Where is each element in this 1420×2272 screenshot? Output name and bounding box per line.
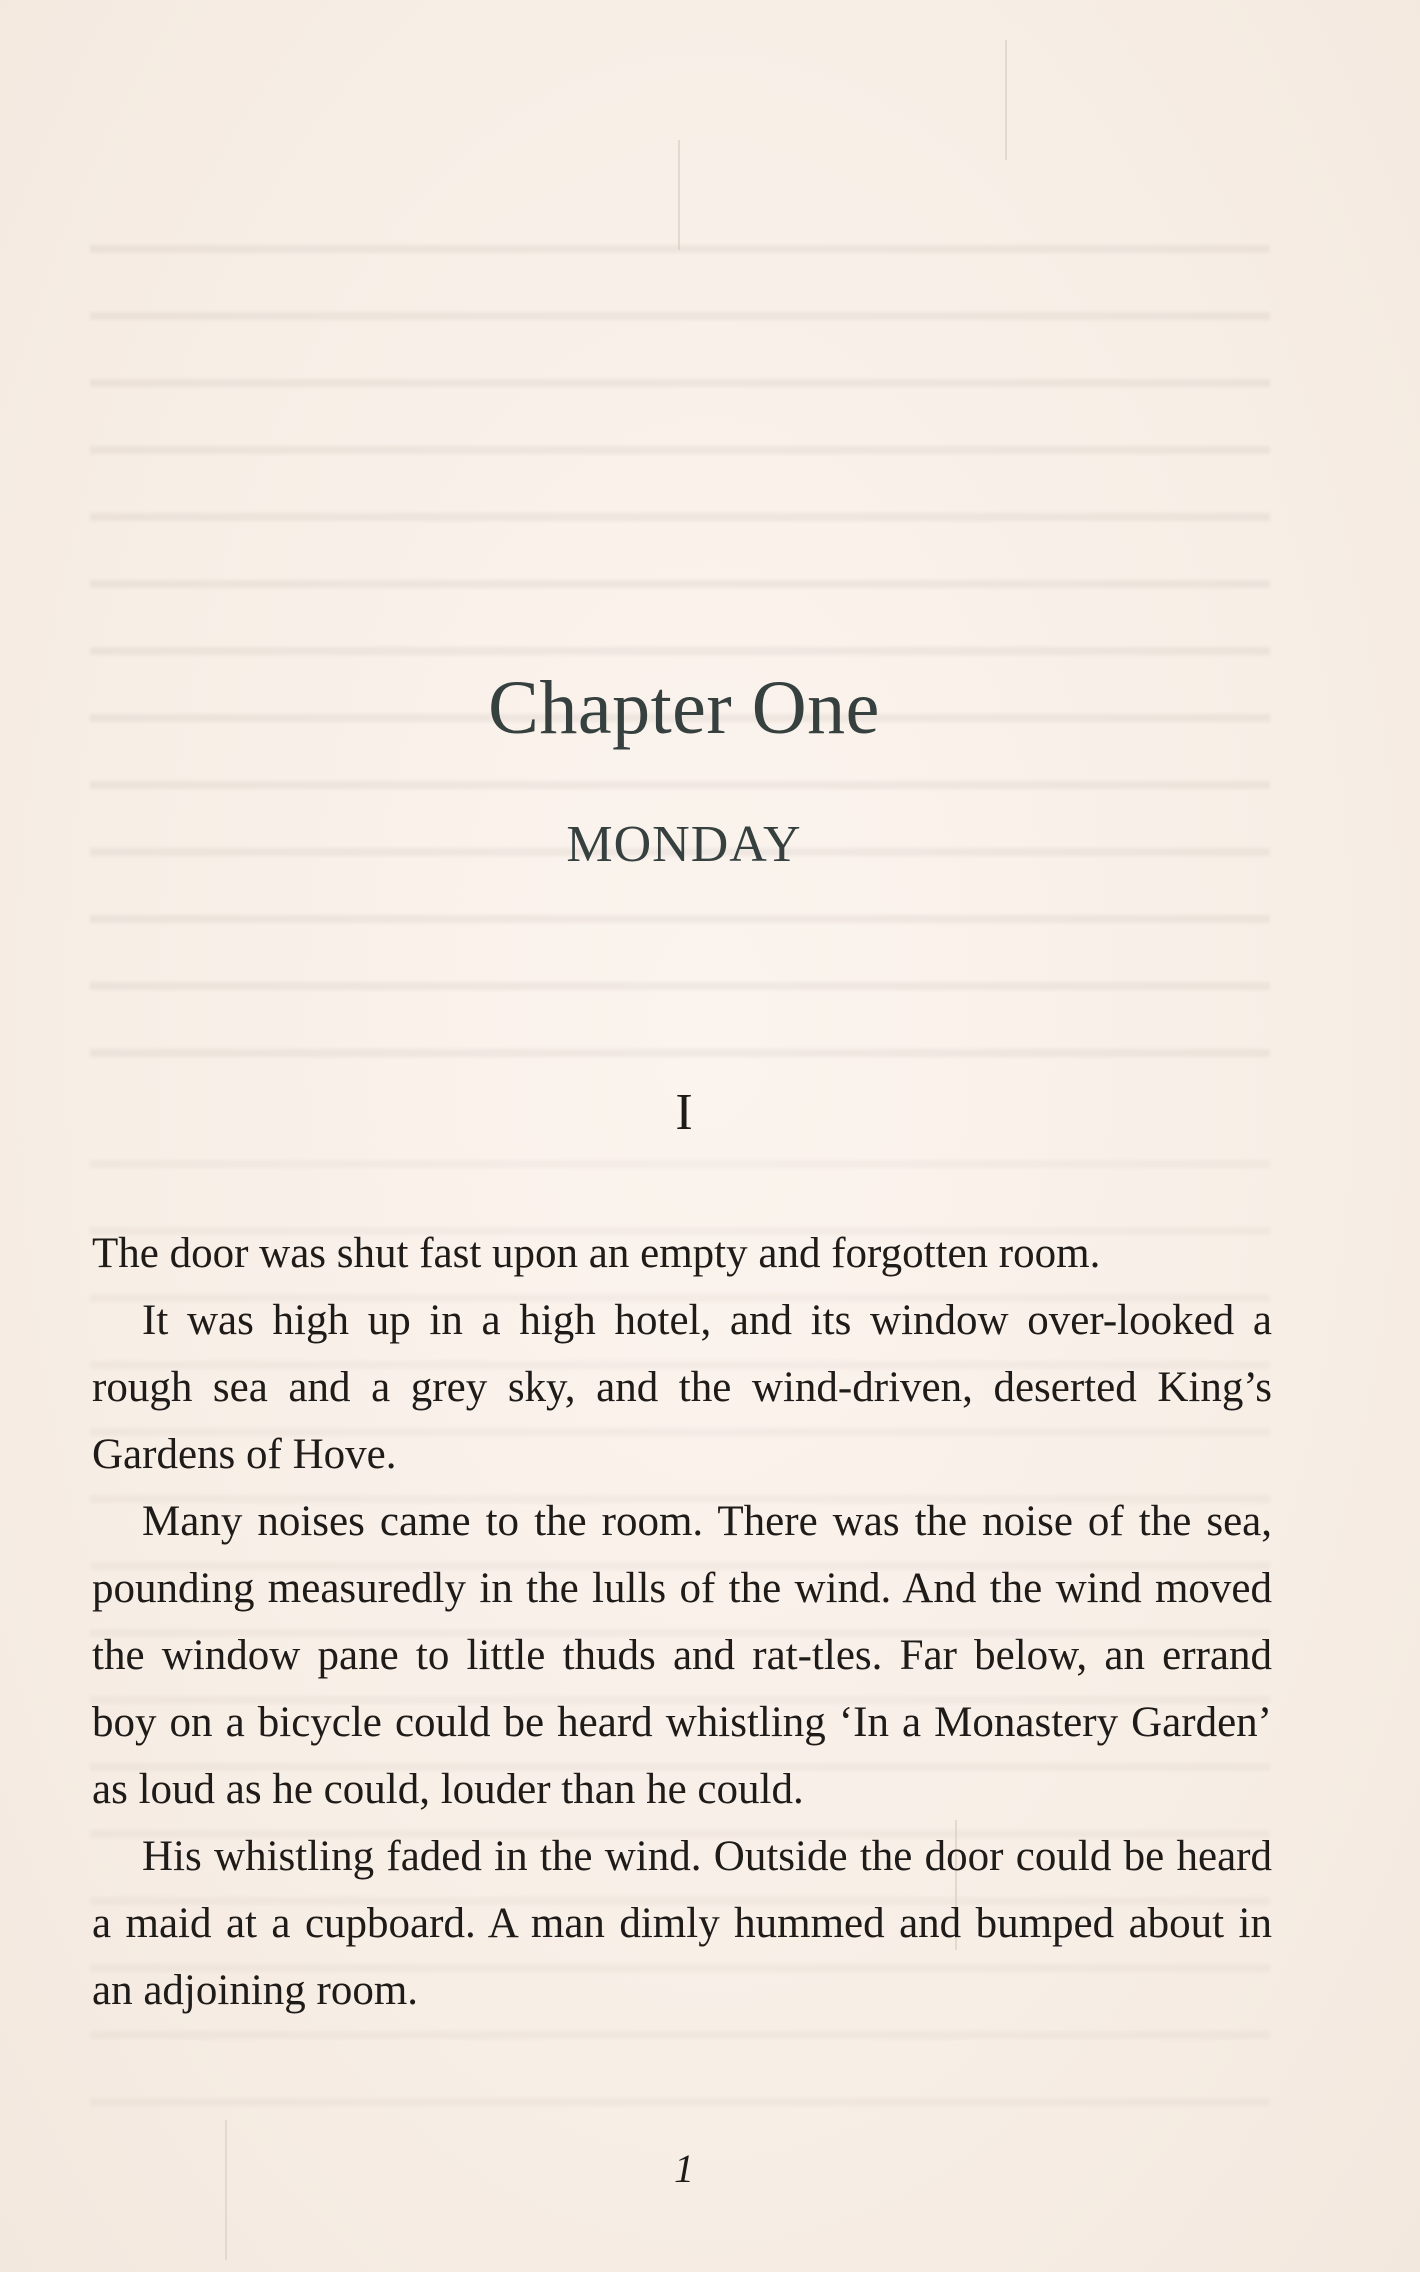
paragraph: It was high up in a high hotel, and its window over-looked a rough sea and a grey sky, and the wind-driven, deserted King’s Gardens of Hove.	[92, 1297, 1272, 1478]
page-scuff-mark	[1005, 40, 1007, 160]
chapter-subtitle: MONDAY	[566, 816, 802, 873]
paragraph: Many noises came to the room. There was the noise of the sea, pounding measuredly in the lulls of the wind. And the wind moved the window pane to little thuds and rat-tles. Far below, an errand boy on a bicycle could be heard whistling ‘In a Monastery Garden’ as loud as he could, louder than he could.	[92, 1498, 1272, 1813]
paragraph: His whistling faded in the wind. Outside the door could be heard a maid at a cupboard. A man dimly hummed and bumped about in an adjoining room.	[92, 1833, 1272, 2014]
page-number: 1	[674, 2146, 694, 2191]
section-number: I	[675, 1084, 693, 1141]
chapter-title: Chapter One	[488, 666, 880, 750]
page-scuff-mark	[678, 140, 680, 250]
body-text	[92, 1220, 1272, 2024]
paragraph: The door was shut fast upon an empty and forgotten room.	[92, 1230, 1101, 1277]
